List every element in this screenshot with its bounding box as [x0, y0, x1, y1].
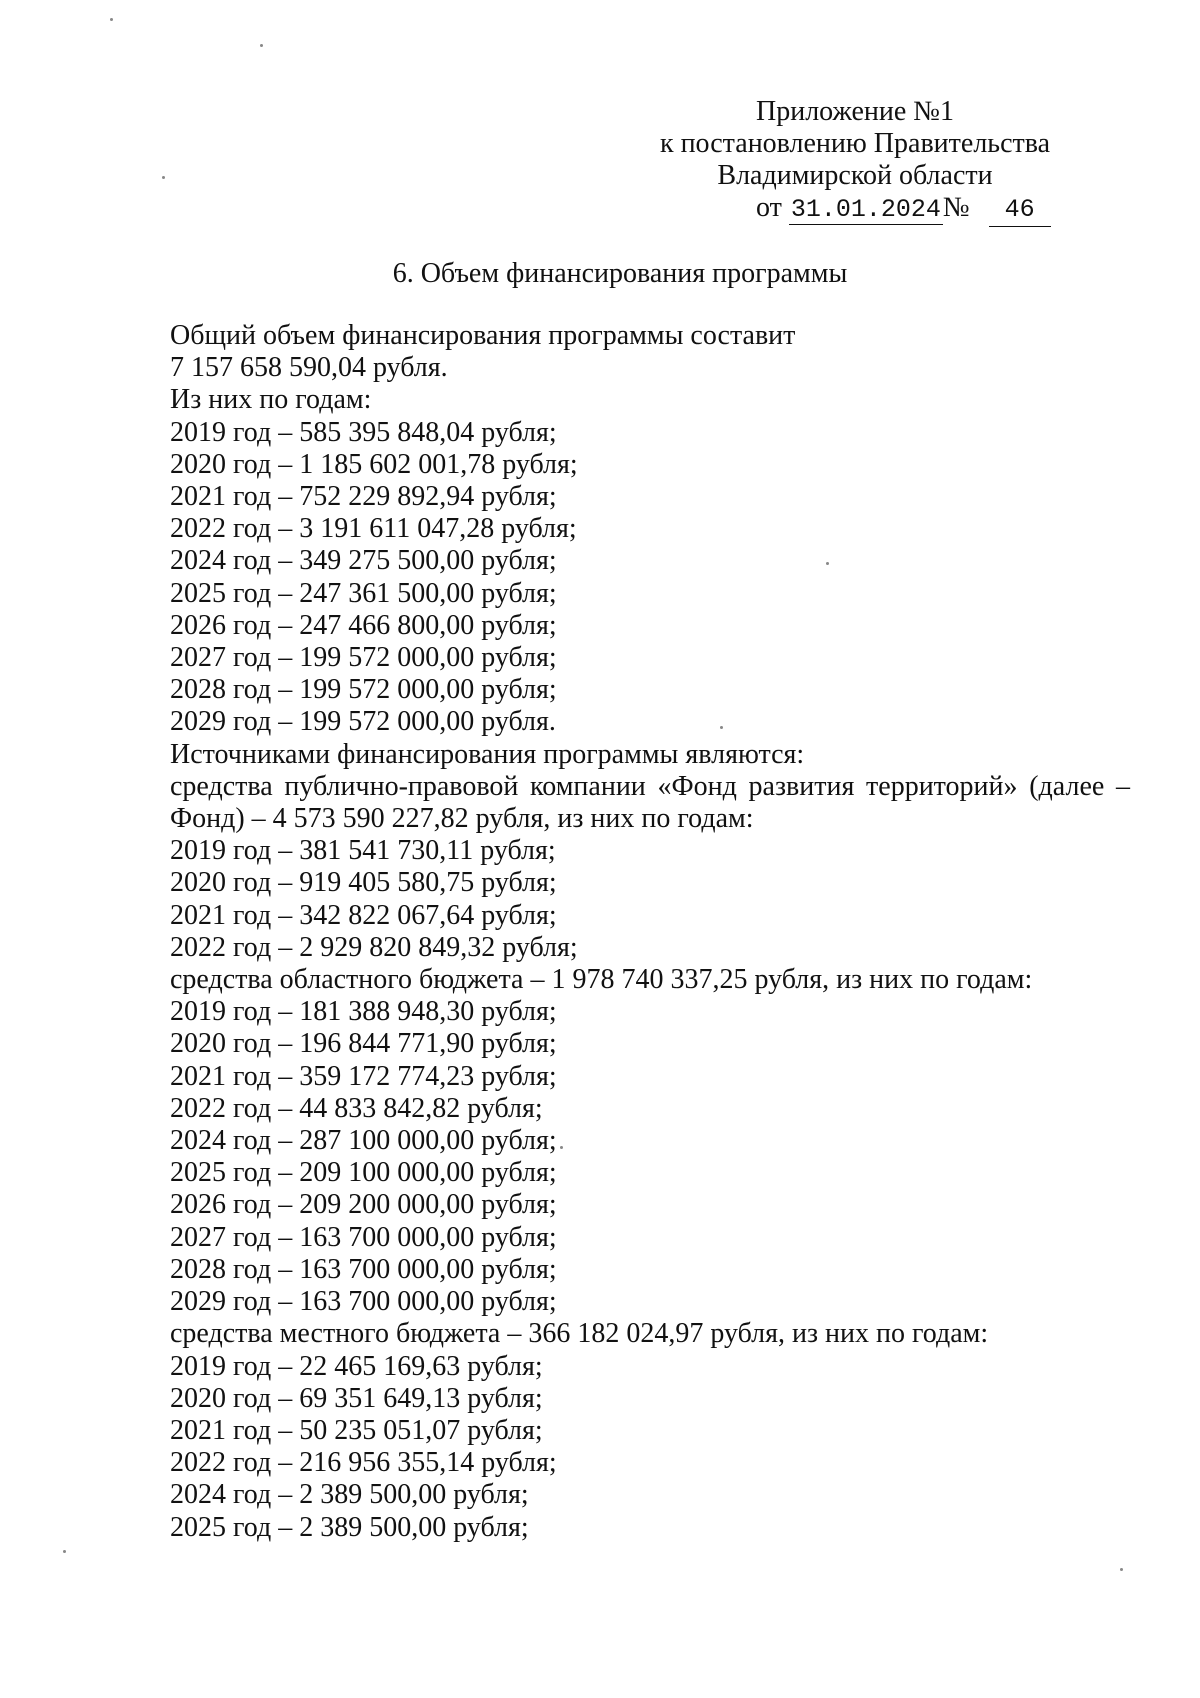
- scan-speck: [63, 1550, 66, 1553]
- intro-line: [170, 320, 1130, 352]
- appendix-block: [630, 96, 1080, 227]
- decree-number: 46: [989, 194, 1051, 227]
- local-year-line: 2019 год – 22 465 169,63 рубля;: [170, 1350, 543, 1382]
- regional-year-line: 2022 год – 44 833 842,82 рубля;: [170, 1092, 543, 1124]
- scan-speck: [110, 18, 113, 21]
- regional-year-line: 2027 год – 163 700 000,00 рубля;: [170, 1221, 557, 1253]
- regional-year-line: 2029 год – 163 700 000,00 рубля;: [170, 1286, 557, 1318]
- local-year-line: 2025 год – 2 389 500,00 рубля;: [170, 1511, 529, 1543]
- total-year-line: 2021 год – 752 229 892,94 рубля;: [170, 481, 557, 513]
- total-year-line: 2019 год – 585 395 848,04 рубля;: [170, 416, 557, 448]
- appendix-region-line: Владимирской области: [717, 160, 993, 191]
- appendix-title: Приложение №1: [756, 96, 954, 127]
- date-prefix: от: [756, 192, 782, 223]
- scan-speck: [1120, 1568, 1123, 1571]
- document-body: [170, 320, 1130, 1544]
- total-year-line: 2029 год – 199 572 000,00 рубля.: [170, 706, 556, 738]
- decree-date: 31.01.2024: [790, 195, 941, 224]
- regional-year-line: 2021 год – 359 172 774,23 рубля;: [170, 1060, 557, 1092]
- fund-source-line: средства публично-правовой компании «Фонд развития территорий» (далее –: [170, 770, 1130, 802]
- regional-year-line: 2020 год – 196 844 771,90 рубля;: [170, 1028, 557, 1060]
- regional-year-line: 2026 год – 209 200 000,00 рубля;: [170, 1189, 557, 1221]
- section-heading: 6. Объем финансирования программы: [392, 258, 848, 289]
- local-year-line: 2021 год – 50 235 051,07 рубля;: [170, 1414, 543, 1446]
- scan-speck: [162, 176, 165, 179]
- scan-speck: [260, 44, 263, 47]
- intro-word: финансирования: [342, 320, 542, 351]
- local-year-line: 2022 год – 216 956 355,14 рубля;: [170, 1447, 557, 1479]
- fund-year-line: 2022 год – 2 929 820 849,32 рубля;: [170, 931, 578, 963]
- regional-year-line: 2028 год – 163 700 000,00 рубля;: [170, 1253, 557, 1285]
- intro-word: объем: [263, 320, 336, 351]
- fund-source-line-2: Фонд) – 4 573 590 227,82 рубля, из них по годам:: [170, 803, 754, 835]
- local-year-line: 2020 год – 69 351 649,13 рубля;: [170, 1382, 543, 1414]
- intro-word: составит: [690, 320, 796, 351]
- total-year-line: 2027 год – 199 572 000,00 рубля;: [170, 642, 557, 674]
- regional-year-line: 2024 год – 287 100 000,00 рубля;: [170, 1125, 557, 1157]
- regional-year-line: 2019 год – 181 388 948,30 рубля;: [170, 996, 557, 1028]
- number-sign: №: [942, 192, 970, 223]
- regional-year-line: 2025 год – 209 100 000,00 рубля;: [170, 1157, 557, 1189]
- total-year-line: 2025 год – 247 361 500,00 рубля;: [170, 577, 557, 609]
- fund-year-line: 2020 год – 919 405 580,75 рубля;: [170, 867, 557, 899]
- appendix-date-row: [630, 192, 1080, 227]
- local-budget-line: средства местного бюджета – 366 182 024,97 рубля, из них по годам:: [170, 1318, 989, 1350]
- intro-word: программы: [548, 320, 684, 351]
- by-years-label: Из них по годам:: [170, 384, 372, 416]
- regional-budget-line: средства областного бюджета – 1 978 740 337,25 рубля, из них по годам:: [170, 964, 1033, 996]
- total-year-line: 2026 год – 247 466 800,00 рубля;: [170, 609, 557, 641]
- local-year-line: 2024 год – 2 389 500,00 рубля;: [170, 1479, 529, 1511]
- sources-label: Источниками финансирования программы являются:: [170, 738, 805, 770]
- total-amount: 7 157 658 590,04 рубля.: [170, 352, 448, 384]
- appendix-decree-line: к постановлению Правительства: [659, 128, 1051, 159]
- total-year-line: 2028 год – 199 572 000,00 рубля;: [170, 674, 557, 706]
- total-year-line: 2024 год – 349 275 500,00 рубля;: [170, 545, 557, 577]
- fund-year-line: 2019 год – 381 541 730,11 рубля;: [170, 835, 556, 867]
- intro-word: Общий: [170, 320, 256, 351]
- fund-year-line: 2021 год – 342 822 067,64 рубля;: [170, 899, 557, 931]
- total-year-line: 2022 год – 3 191 611 047,28 рубля;: [170, 513, 577, 545]
- total-year-line: 2020 год – 1 185 602 001,78 рубля;: [170, 448, 578, 480]
